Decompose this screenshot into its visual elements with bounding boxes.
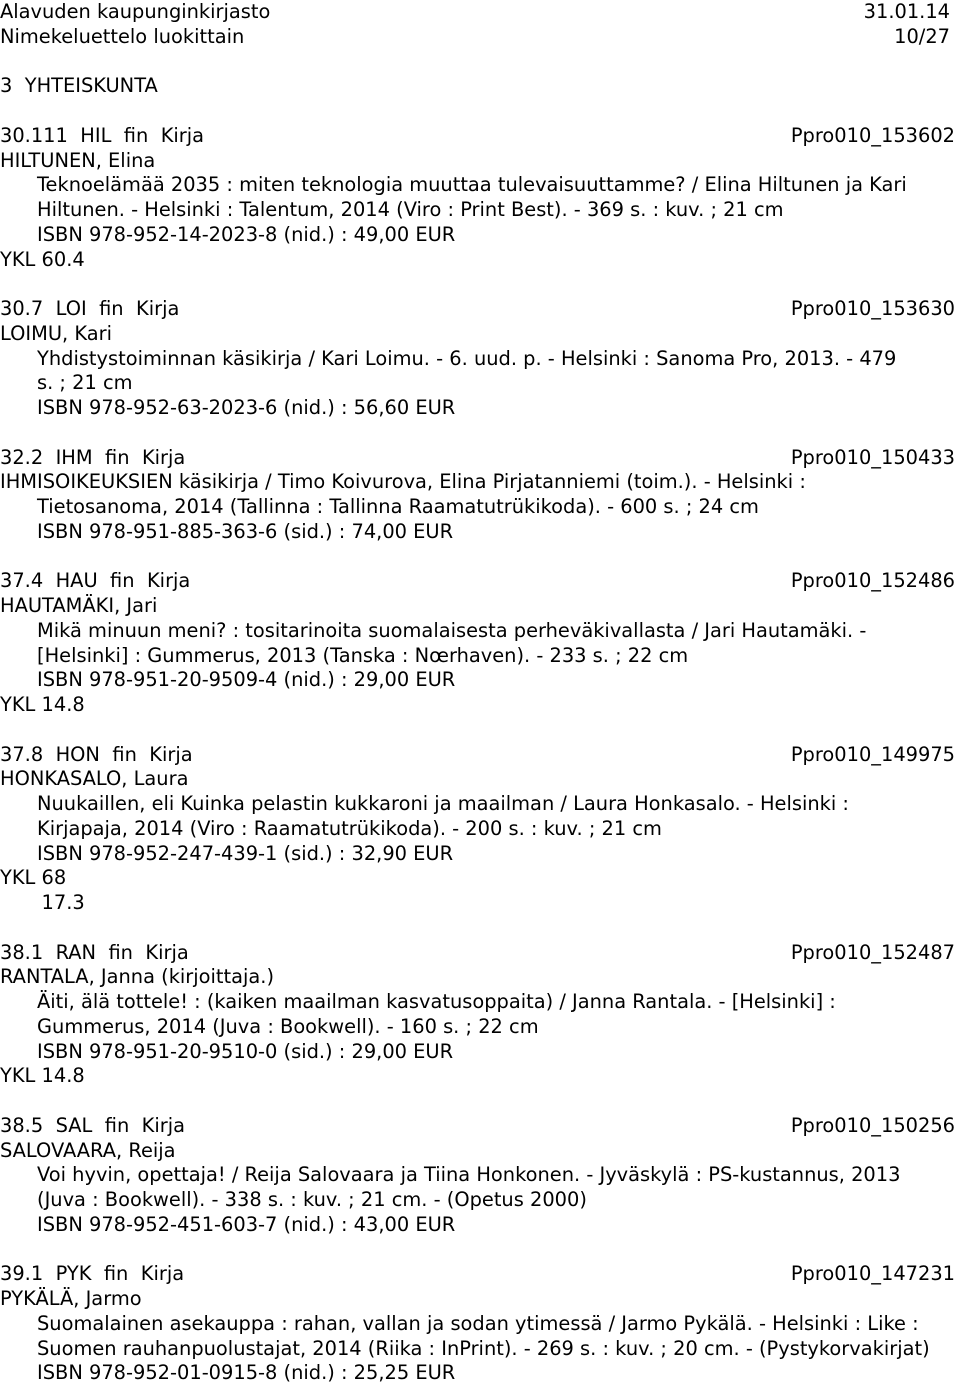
shelf-code: SAL: [55, 1113, 93, 1137]
ykl-code: 68: [41, 866, 67, 890]
main-heading: HONKASALO, Laura: [0, 767, 189, 791]
main-heading: SALOVAARA, Reija: [0, 1138, 176, 1162]
ykl-classification: [0, 866, 960, 891]
title-statement: Nuukaillen, eli Kuinka pelastin kukkaroni ja maailman / Laura Honkasalo. - Helsinki :: [37, 792, 849, 815]
catalog-record: [0, 569, 960, 718]
ykl-classification: [0, 1064, 960, 1089]
class-number: 30.7: [0, 297, 44, 320]
record-call-line: [0, 569, 960, 594]
main-heading: RANTALA, Janna (kirjoittaja.): [0, 965, 275, 989]
record-id: Ppro010_153602: [790, 123, 955, 147]
main-heading: PYKÄLÄ, Jarmo: [0, 1287, 142, 1310]
title-statement-continued: Hiltunen. - Helsinki : Talentum, 2014 (Viro : Print Best). - 369 s. : kuv. ; 21 cm: [37, 198, 784, 221]
title-heading: IHMISOIKEUKSIEN käsikirja / Timo Koivurova, Elina Pirjatanniemi (toim.). - Helsinki :: [0, 470, 806, 494]
ykl-code-additional: 17.3: [41, 891, 85, 914]
blank-line: [0, 1238, 960, 1263]
ykl-label: YKL: [0, 866, 36, 890]
record-id: Ppro010_152487: [790, 940, 955, 964]
record-call-line: [0, 446, 960, 471]
ykl-classification: [0, 693, 960, 718]
record-id: Ppro010_150433: [790, 445, 955, 469]
isbn-price: ISBN 978-951-20-9509-4 (nid.) : 29,00 EUR: [37, 668, 456, 692]
title-statement: Voi hyvin, opettaja! / Reija Salovaara ja Tiina Honkonen. - Jyväskylä : PS-kustannus, 2013: [37, 1163, 901, 1187]
blank-line: [0, 50, 960, 75]
record-call-line: [0, 1114, 960, 1139]
ykl-label: YKL: [0, 247, 36, 271]
title-statement-continued: Kirjapaja, 2014 (Viro : Raamatutrükikoda). - 200 s. : kuv. ; 21 cm: [37, 816, 662, 840]
catalog-record: [0, 124, 960, 273]
language-code: fin: [99, 297, 124, 320]
section-title: YHTEISKUNTA: [24, 74, 158, 98]
ykl-label: YKL: [0, 1064, 36, 1088]
title-statement-continued: [Helsinki] : Gummerus, 2013 (Tanska : Nœrhaven). - 233 s. ; 22 cm: [37, 643, 689, 667]
isbn-price: ISBN 978-952-247-439-1 (sid.) : 32,90 EUR: [37, 841, 454, 865]
section-number: 3: [0, 74, 13, 98]
material-type: Kirja: [146, 569, 191, 593]
record-call-line: [0, 941, 960, 966]
section-heading: [0, 74, 960, 99]
material-type: Kirja: [140, 1262, 185, 1286]
language-code: fin: [110, 569, 135, 593]
shelf-code: RAN: [55, 940, 97, 964]
isbn-price: ISBN 978-952-01-0915-8 (nid.) : 25,25 EUR: [37, 1361, 456, 1385]
report-title: Nimekeluettelo luokittain: [0, 24, 245, 48]
language-code: fin: [112, 742, 137, 766]
isbn-price: ISBN 978-951-20-9510-0 (sid.) : 29,00 EUR: [37, 1039, 454, 1063]
page-header-row-2: [0, 25, 960, 50]
material-type: Kirja: [141, 445, 186, 469]
title-statement-continued: Tietosanoma, 2014 (Tallinna : Tallinna Raamatutrükikoda). - 600 s. ; 24 cm: [37, 495, 759, 518]
material-type: Kirja: [141, 1113, 186, 1137]
ykl-code: 60.4: [41, 247, 85, 271]
catalog-record: [0, 446, 960, 545]
page-number: 10/27: [894, 24, 950, 48]
class-number: 38.5: [0, 1113, 44, 1137]
class-number: 38.1: [0, 940, 44, 964]
material-type: Kirja: [160, 123, 205, 147]
class-number: 39.1: [0, 1262, 44, 1286]
title-statement-continued: Gummerus, 2014 (Juva : Bookwell). - 160 s. ; 22 cm: [37, 1014, 539, 1038]
class-number: 37.8: [0, 742, 44, 766]
isbn-price: ISBN 978-951-885-363-6 (sid.) : 74,00 EUR: [37, 519, 454, 543]
isbn-price: ISBN 978-952-63-2023-6 (nid.) : 56,60 EUR: [37, 396, 456, 419]
blank-line: [0, 1089, 960, 1114]
blank-line: [0, 99, 960, 124]
shelf-code: HAU: [55, 569, 98, 593]
ykl-code: 14.8: [41, 1064, 85, 1088]
language-code: fin: [104, 1113, 130, 1137]
shelf-code: PYK: [55, 1262, 92, 1286]
title-statement: Äiti, älä tottele! : (kaiken maailman kasvatusoppaita) / Janna Rantala. - [Helsinki] :: [37, 990, 836, 1013]
shelf-code: HON: [55, 742, 100, 766]
record-id: Ppro010_153630: [790, 297, 955, 320]
isbn-price: ISBN 978-952-14-2023-8 (nid.) : 49,00 EUR: [37, 222, 456, 246]
record-call-line: [0, 297, 960, 322]
blank-line: [0, 718, 960, 743]
class-number: 30.111: [0, 123, 68, 147]
page-header-row-1: [0, 0, 960, 25]
blank-line: [0, 421, 960, 446]
main-heading: HILTUNEN, Elina: [0, 148, 156, 172]
title-statement-continued: s. ; 21 cm: [37, 371, 133, 395]
record-id: Ppro010_147231: [790, 1262, 955, 1286]
language-code: fin: [123, 123, 149, 147]
material-type: Kirja: [136, 297, 180, 320]
ykl-code: 14.8: [41, 693, 85, 716]
class-number: 32.2: [0, 445, 44, 469]
library-name: Alavuden kaupunginkirjasto: [0, 0, 271, 23]
catalog-record: [0, 297, 960, 421]
title-statement: Suomalainen asekauppa : rahan, vallan ja sodan ytimessä / Jarmo Pykälä. - Helsinki : Like :: [37, 1311, 919, 1335]
language-code: fin: [105, 445, 130, 469]
record-id: Ppro010_150256: [790, 1113, 955, 1137]
catalog-record: [0, 941, 960, 1090]
record-call-line: [0, 1262, 960, 1287]
record-call-line: [0, 124, 960, 149]
shelf-code: IHM: [55, 445, 93, 469]
print-date: 31.01.14: [863, 0, 950, 23]
blank-line: [0, 272, 960, 297]
material-type: Kirja: [145, 940, 189, 964]
main-heading: LOIMU, Kari: [0, 321, 112, 345]
language-code: fin: [103, 1262, 129, 1286]
title-statement: Teknoelämää 2035 : miten teknologia muuttaa tulevaisuuttamme? / Elina Hiltunen ja Kari: [37, 173, 907, 197]
blank-line: [0, 545, 960, 570]
ykl-classification: [0, 248, 960, 273]
title-statement: Yhdistystoiminnan käsikirja / Kari Loimu. - 6. uud. p. - Helsinki : Sanoma Pro, 2013. - 479: [37, 346, 897, 370]
title-statement: Mikä minuun meni? : tositarinoita suomalaisesta perheväkivallasta / Jari Hautamäki. -: [37, 618, 867, 642]
blank-line: [0, 916, 960, 941]
catalog-record: [0, 1114, 960, 1238]
class-number: 37.4: [0, 569, 44, 593]
isbn-price: ISBN 978-952-451-603-7 (nid.) : 43,00 EUR: [37, 1212, 456, 1236]
record-id: Ppro010_152486: [790, 569, 955, 593]
main-heading: HAUTAMÄKI, Jari: [0, 594, 158, 617]
catalog-record: [0, 743, 960, 916]
ykl-label: YKL: [0, 693, 36, 716]
material-type: Kirja: [149, 742, 193, 766]
record-id: Ppro010_149975: [790, 742, 955, 766]
title-statement-continued: (Juva : Bookwell). - 338 s. : kuv. ; 21 cm. - (Opetus 2000): [37, 1188, 587, 1211]
language-code: fin: [108, 940, 133, 964]
title-statement-continued: Suomen rauhanpuolustajat, 2014 (Riika : InPrint). - 269 s. : kuv. ; 20 cm. - (Pystykorvakirjat): [37, 1336, 930, 1360]
shelf-code: HIL: [80, 123, 112, 147]
shelf-code: LOI: [55, 297, 87, 320]
record-call-line: [0, 743, 960, 768]
catalog-record: [0, 1262, 960, 1386]
